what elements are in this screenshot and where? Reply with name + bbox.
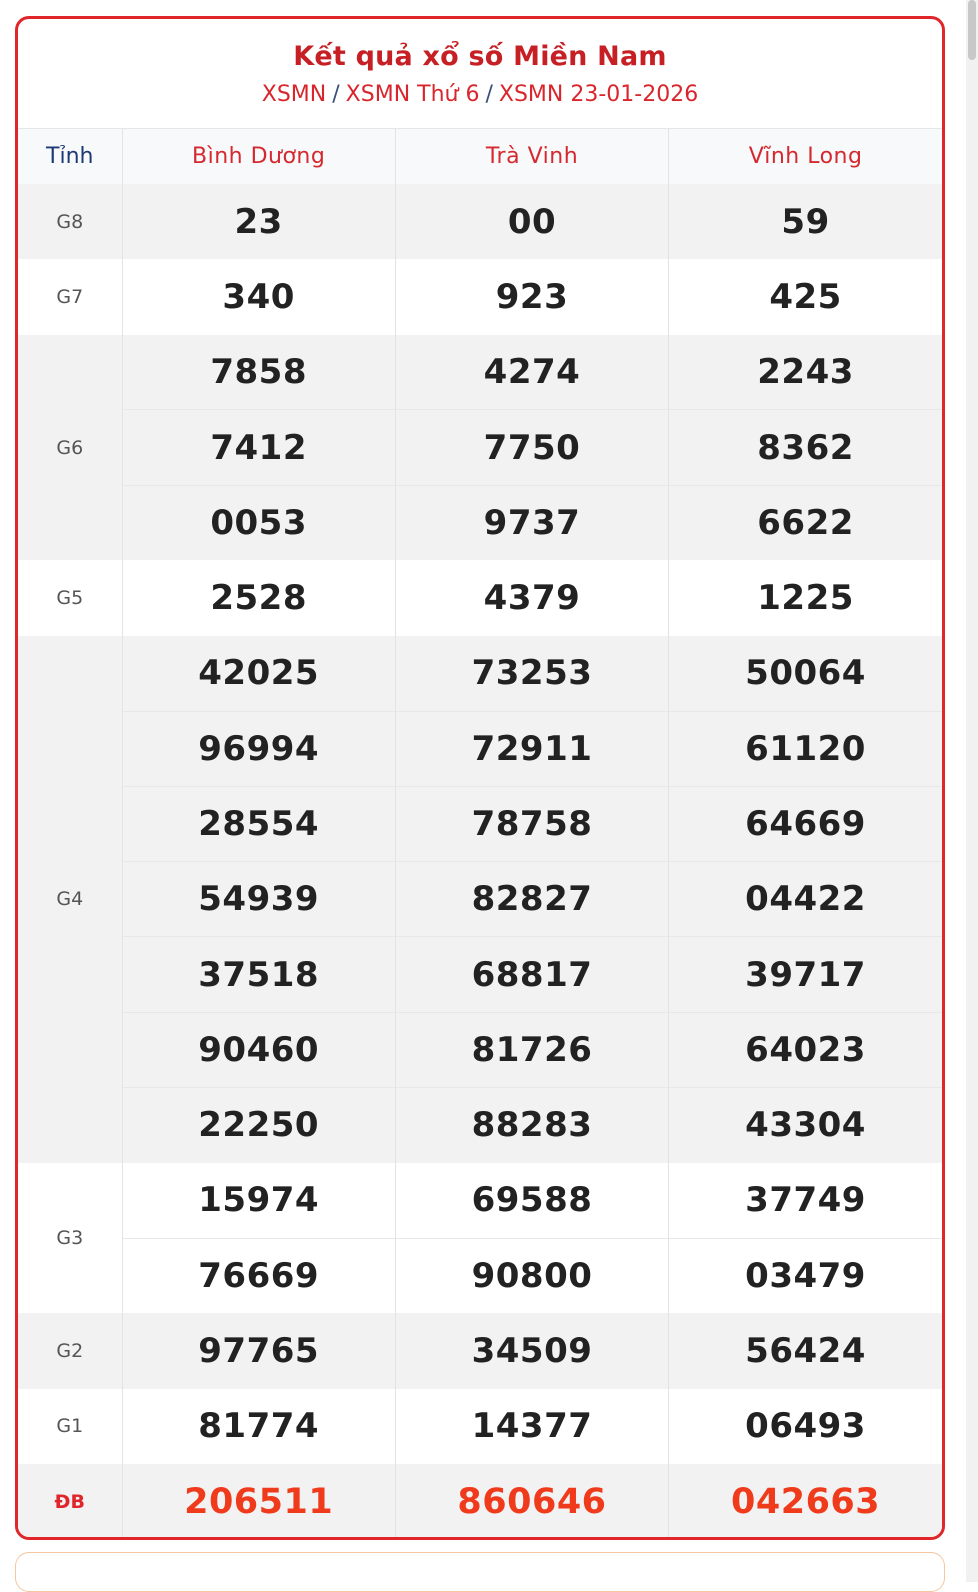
prize-number: 81774 [122, 1389, 395, 1464]
prize-label: G4 [18, 636, 122, 1163]
prize-number: 64669 [669, 786, 942, 861]
prize-number: 14377 [395, 1389, 668, 1464]
breadcrumb-link-xsmn[interactable]: XSMN [261, 82, 327, 107]
prize-number: 96994 [122, 711, 395, 786]
prize-number: 22250 [122, 1088, 395, 1163]
prize-number: 4274 [395, 335, 668, 410]
prize-number: 340 [122, 259, 395, 334]
label-column-header: Tỉnh [18, 129, 122, 184]
prize-number: 78758 [395, 786, 668, 861]
breadcrumb-separator: / [332, 82, 340, 107]
prize-number: 42025 [122, 636, 395, 711]
scrollbar-thumb[interactable] [968, 0, 976, 60]
prize-row [18, 636, 942, 711]
prize-number: 97765 [122, 1313, 395, 1388]
prize-number: 7858 [122, 335, 395, 410]
prize-number: 82827 [395, 862, 668, 937]
page-title: Kết quả xổ số Miền Nam [293, 41, 667, 72]
results-body [18, 184, 942, 1539]
prize-number: 923 [395, 259, 668, 334]
prize-number: 90460 [122, 1012, 395, 1087]
prize-number: 43304 [669, 1088, 942, 1163]
prize-row [18, 1389, 942, 1464]
prize-number: 206511 [122, 1464, 395, 1539]
prize-row [18, 937, 942, 1012]
table-header-row [18, 129, 942, 184]
prize-label: G1 [56, 1415, 84, 1438]
prize-number: 56424 [669, 1313, 942, 1388]
prize-number: 37518 [122, 937, 395, 1012]
prize-number: 6622 [669, 485, 942, 560]
prize-row [18, 1313, 942, 1388]
prize-number: 72911 [395, 711, 668, 786]
prize-number: 88283 [395, 1088, 668, 1163]
prize-label: G3 [56, 1227, 84, 1250]
breadcrumb-link-date[interactable]: XSMN 23-01-2026 [498, 82, 699, 107]
prize-row [18, 1088, 942, 1163]
prize-row [18, 560, 942, 635]
prize-number: 4379 [395, 560, 668, 635]
next-card [15, 1552, 945, 1592]
prize-number: 50064 [669, 636, 942, 711]
prize-row [18, 1238, 942, 1313]
prize-number: 81726 [395, 1012, 668, 1087]
prize-number: 64023 [669, 1012, 942, 1087]
prize-number: 860646 [395, 1464, 668, 1539]
prize-number: 69588 [395, 1163, 668, 1238]
prize-row [18, 862, 942, 937]
prize-number: 00 [395, 184, 668, 259]
prize-label: ĐB [18, 1464, 122, 1539]
prize-number: 15974 [122, 1163, 395, 1238]
prize-number: 90800 [395, 1238, 668, 1313]
results-header [18, 19, 942, 129]
prize-number: 8362 [669, 410, 942, 485]
prize-number: 73253 [395, 636, 668, 711]
prize-number: 7412 [122, 410, 395, 485]
prize-number: 76669 [122, 1238, 395, 1313]
prize-row [18, 485, 942, 560]
prize-row [18, 786, 942, 861]
prize-number: 2528 [122, 560, 395, 635]
prize-row [18, 259, 942, 334]
prize-number: 7750 [395, 410, 668, 485]
breadcrumb-link-weekday[interactable]: XSMN Thứ 6 [345, 82, 480, 107]
province-header[interactable]: Bình Dương [122, 129, 395, 184]
prize-number: 0053 [122, 485, 395, 560]
prize-number: 04422 [669, 862, 942, 937]
prize-number: 54939 [122, 862, 395, 937]
scrollbar[interactable] [966, 0, 978, 1582]
prize-row [18, 410, 942, 485]
breadcrumb-separator: / [485, 82, 493, 107]
prize-row [18, 711, 942, 786]
prize-number: 1225 [669, 560, 942, 635]
prize-number: 9737 [395, 485, 668, 560]
prize-number: 61120 [669, 711, 942, 786]
prize-row [18, 1163, 942, 1238]
prize-label: G8 [18, 184, 122, 259]
prize-number: 39717 [669, 937, 942, 1012]
prize-number: 37749 [669, 1163, 942, 1238]
prize-number: 34509 [395, 1313, 668, 1388]
prize-label: G5 [56, 587, 84, 610]
prize-number: 68817 [395, 937, 668, 1012]
prize-row [18, 1012, 942, 1087]
prize-label: G7 [56, 285, 84, 308]
prize-number: 425 [669, 259, 942, 334]
prize-row [18, 335, 942, 410]
prize-number: 2243 [669, 335, 942, 410]
province-header[interactable]: Vĩnh Long [669, 129, 942, 184]
results-table [18, 129, 942, 1539]
prize-number: 59 [669, 184, 942, 259]
breadcrumb [18, 82, 942, 107]
prize-number: 03479 [669, 1238, 942, 1313]
results-card [15, 16, 945, 1540]
prize-number: 28554 [122, 786, 395, 861]
prize-number: 06493 [669, 1389, 942, 1464]
province-header[interactable]: Trà Vinh [395, 129, 668, 184]
prize-label: G6 [18, 335, 122, 561]
prize-label: G2 [18, 1313, 122, 1388]
prize-number: 042663 [669, 1464, 942, 1539]
prize-number: 23 [122, 184, 395, 259]
prize-row [18, 184, 942, 259]
prize-row [18, 1464, 942, 1539]
